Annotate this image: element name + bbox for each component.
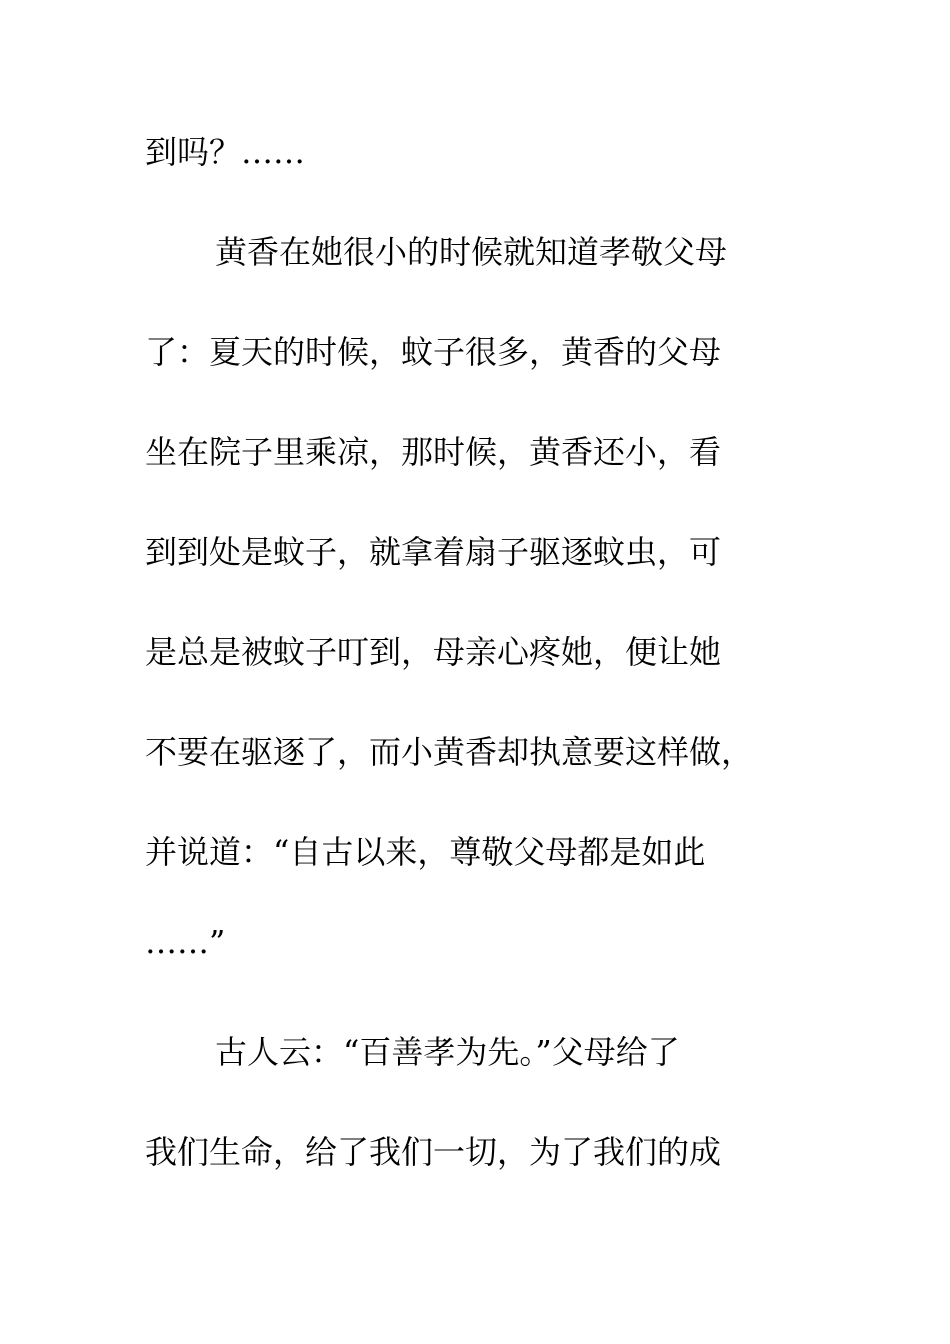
text-line-9: ……” <box>145 923 226 961</box>
paragraph-start-line-10: 古人云：“百善孝为先。”父母给了 <box>215 1033 680 1071</box>
text-line-7: 不要在驱逐了，而小黄香却执意要这样做， <box>145 733 754 771</box>
text-line-6: 是总是被蚊子叮到，母亲心疼她，便让她 <box>145 633 722 671</box>
text-line-1: 到吗？…… <box>145 133 306 171</box>
text-line-5: 到到处是蚊子，就拿着扇子驱逐蚊虫，可 <box>145 533 722 571</box>
text-line-11: 我们生命，给了我们一切，为了我们的成 <box>145 1133 722 1171</box>
text-line-8: 并说道：“自古以来，尊敬父母都是如此 <box>145 833 706 871</box>
paragraph-start-line-2: 黄香在她很小的时候就知道孝敬父母 <box>215 233 728 271</box>
text-line-3: 了：夏天的时候，蚊子很多，黄香的父母 <box>145 333 722 371</box>
text-line-4: 坐在院子里乘凉，那时候，黄香还小，看 <box>145 433 722 471</box>
